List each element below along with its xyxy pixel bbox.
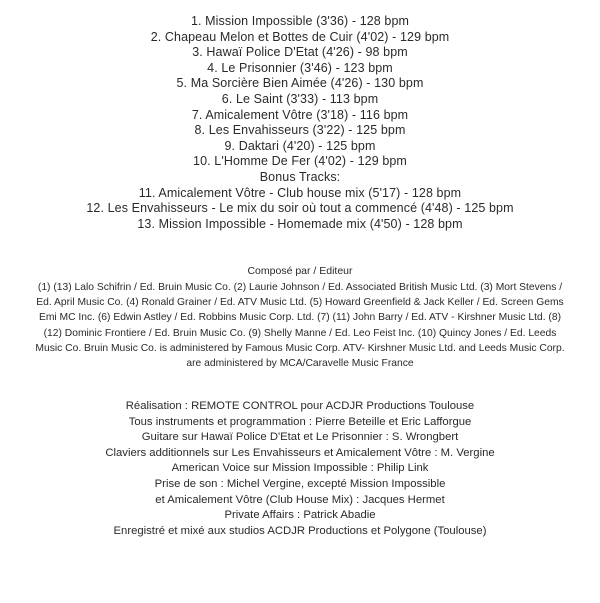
bonus-heading: Bonus Tracks: — [259, 169, 341, 184]
production-line: Guitare sur Hawaï Police D'Etat et Le Prisonnier : S. Wrongbert — [141, 431, 459, 444]
production-line: Private Affairs : Patrick Abadie — [224, 509, 376, 522]
track-item: 2. Chapeau Melon et Bottes de Cuir (4'02) - 129 bpm — [150, 29, 450, 44]
production-line: Réalisation : REMOTE CONTROL pour ACDJR Productions Toulouse — [125, 400, 475, 412]
production-line: American Voice sur Mission Impossible : Philip Link — [171, 462, 429, 475]
credits-title: Composé par / Editeur — [247, 265, 353, 277]
bonus-track-item: 13. Mission Impossible - Homemade mix (4'50) - 128 bpm — [137, 216, 463, 231]
production-credits — [0, 399, 600, 539]
publisher-credits: (1) (13) Lalo Schifrin / Ed. Bruin Music Co. (2) Laurie Johnson / Ed. Associated British Music Ltd. (3) Mort Stevens / Ed. April Music Co. (4) Ronald Grainer / Ed. ATV Music Ltd. (5) Howard Greenfield & Jack Keller / Ed. Screen Gems Emi MC Inc. (6) Edwin Astley / Ed. Robbins Music Corp. Ltd. (7) (11) John Barry / Ed. ATV - Kirshner Music Ltd. (8) (12) Dominic Frontiere / Ed. Bruin Music Co. (9) Shelly Manne / Ed. Leo Feist Inc. (10) Quincy Jones / Ed. Leeds Music Co. Bruin Music Co. is administered by Famous Music Corp. ATV- Kirshner Music Ltd. and Leeds Music Corp. are administered by MCA/Caravelle Music France — [35, 282, 565, 370]
bonus-track-item: 11. Amicalement Vôtre - Club house mix (5'17) - 128 bpm — [138, 185, 462, 200]
track-item: 4. Le Prisonnier (3'46) - 123 bpm — [207, 60, 393, 75]
track-item: 6. Le Saint (3'33) - 113 bpm — [221, 91, 379, 106]
production-line: Tous instruments et programmation : Pierre Beteille et Eric Lafforgue — [128, 415, 472, 428]
track-item: 5. Ma Sorcière Bien Aimée (4'26) - 130 bpm — [176, 76, 424, 91]
bonus-track-item: 12. Les Envahisseurs - Le mix du soir où tout a commencé (4'48) - 125 bpm — [86, 201, 514, 216]
production-line: et Amicalement Vôtre (Club House Mix) : Jacques Hermet — [155, 493, 445, 506]
track-item: 10. L'Homme De Fer (4'02) - 129 bpm — [193, 154, 407, 169]
track-list — [0, 14, 600, 232]
production-line: Prise de son : Michel Vergine, excepté Mission Impossible — [154, 477, 446, 490]
track-item: 7. Amicalement Vôtre (3'18) - 116 bpm — [191, 107, 409, 122]
track-item: 1. Mission Impossible (3'36) - 128 bpm — [190, 14, 410, 28]
track-item: 9. Daktari (4'20) - 125 bpm — [224, 138, 376, 153]
production-line: Enregistré et mixé aux studios ACDJR Productions et Polygone (Toulouse) — [113, 524, 487, 537]
production-line: Claviers additionnels sur Les Envahisseurs et Amicalement Vôtre : M. Vergine — [105, 446, 495, 459]
track-item: 3. Hawaï Police D'Etat (4'26) - 98 bpm — [192, 45, 408, 60]
track-item: 8. Les Envahisseurs (3'22) - 125 bpm — [194, 123, 406, 138]
